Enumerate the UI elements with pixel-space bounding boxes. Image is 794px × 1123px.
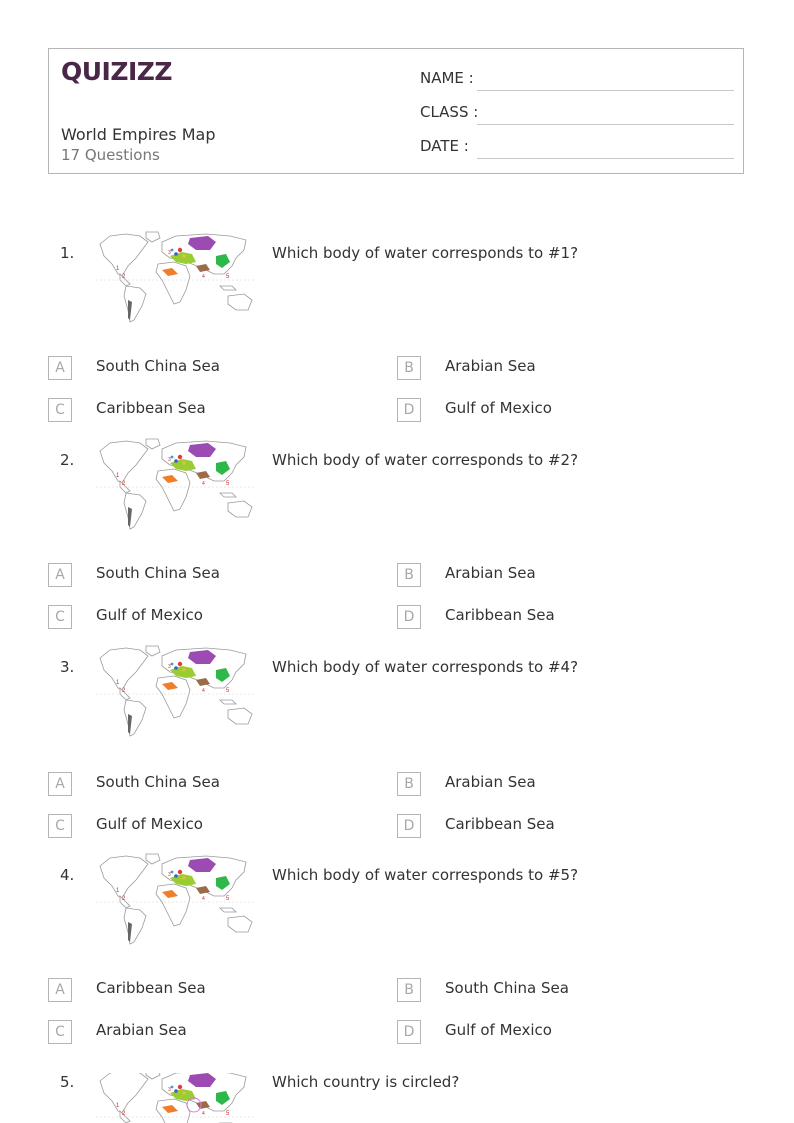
- option-letter: A: [48, 356, 72, 380]
- option-letter: B: [397, 772, 421, 796]
- question-number: 3.: [60, 658, 75, 676]
- option-b[interactable]: [397, 356, 717, 380]
- option-c[interactable]: [48, 814, 368, 838]
- question-text: Which body of water corresponds to #4?: [272, 658, 579, 676]
- option-d[interactable]: [397, 398, 717, 422]
- option-d[interactable]: [397, 1020, 717, 1044]
- option-text: Gulf of Mexico: [96, 606, 203, 624]
- question-count: 17 Questions: [61, 146, 160, 164]
- option-text: Arabian Sea: [445, 773, 536, 791]
- option-c[interactable]: [48, 605, 368, 629]
- world-map-icon: [96, 644, 256, 738]
- name-label: NAME :: [420, 69, 474, 87]
- world-map-icon: [96, 230, 256, 324]
- question-number: 5.: [60, 1073, 75, 1091]
- question-number: 2.: [60, 451, 75, 469]
- option-b[interactable]: [397, 563, 717, 587]
- option-text: Arabian Sea: [445, 564, 536, 582]
- world-map-icon: [96, 437, 256, 531]
- question-4: [0, 866, 794, 1066]
- date-field[interactable]: [420, 135, 734, 159]
- option-b[interactable]: [397, 772, 717, 796]
- option-text: Gulf of Mexico: [445, 399, 552, 417]
- option-text: Caribbean Sea: [96, 399, 206, 417]
- option-a[interactable]: [48, 356, 368, 380]
- option-text: Caribbean Sea: [445, 815, 555, 833]
- option-letter: D: [397, 605, 421, 629]
- option-text: Caribbean Sea: [445, 606, 555, 624]
- question-text: Which body of water corresponds to #1?: [272, 244, 579, 262]
- question-1: [0, 244, 794, 444]
- option-text: South China Sea: [445, 979, 569, 997]
- question-text: Which country is circled?: [272, 1073, 460, 1091]
- question-number: 4.: [60, 866, 75, 884]
- worksheet-title: World Empires Map: [61, 125, 216, 144]
- option-letter: C: [48, 398, 72, 422]
- name-field[interactable]: [420, 67, 734, 91]
- question-5: [0, 1073, 794, 1123]
- option-a[interactable]: [48, 563, 368, 587]
- option-letter: A: [48, 978, 72, 1002]
- question-text: Which body of water corresponds to #2?: [272, 451, 579, 469]
- option-letter: C: [48, 605, 72, 629]
- question-text: Which body of water corresponds to #5?: [272, 866, 579, 884]
- option-letter: B: [397, 356, 421, 380]
- name-line[interactable]: [477, 90, 734, 91]
- world-map-icon: [96, 852, 256, 946]
- option-text: South China Sea: [96, 773, 220, 791]
- world-map-icon: [96, 1073, 256, 1123]
- option-d[interactable]: [397, 814, 717, 838]
- option-a[interactable]: [48, 978, 368, 1002]
- option-d[interactable]: [397, 605, 717, 629]
- class-field[interactable]: [420, 101, 734, 125]
- option-letter: B: [397, 978, 421, 1002]
- option-letter: C: [48, 1020, 72, 1044]
- option-a[interactable]: [48, 772, 368, 796]
- option-text: Gulf of Mexico: [445, 1021, 552, 1039]
- option-letter: C: [48, 814, 72, 838]
- date-line[interactable]: [477, 158, 734, 159]
- option-letter: D: [397, 814, 421, 838]
- option-letter: A: [48, 772, 72, 796]
- class-line[interactable]: [477, 124, 734, 125]
- option-c[interactable]: [48, 398, 368, 422]
- option-text: Arabian Sea: [445, 357, 536, 375]
- option-letter: B: [397, 563, 421, 587]
- option-letter: A: [48, 563, 72, 587]
- option-text: Gulf of Mexico: [96, 815, 203, 833]
- question-2: [0, 451, 794, 651]
- option-text: Arabian Sea: [96, 1021, 187, 1039]
- question-3: [0, 658, 794, 858]
- class-label: CLASS :: [420, 103, 479, 121]
- worksheet-header: [48, 48, 744, 174]
- option-text: South China Sea: [96, 564, 220, 582]
- date-label: DATE :: [420, 137, 469, 155]
- quizizz-logo: QUIZIZZ: [61, 57, 173, 86]
- option-letter: D: [397, 398, 421, 422]
- option-c[interactable]: [48, 1020, 368, 1044]
- option-text: South China Sea: [96, 357, 220, 375]
- option-b[interactable]: [397, 978, 717, 1002]
- option-letter: D: [397, 1020, 421, 1044]
- option-text: Caribbean Sea: [96, 979, 206, 997]
- question-number: 1.: [60, 244, 75, 262]
